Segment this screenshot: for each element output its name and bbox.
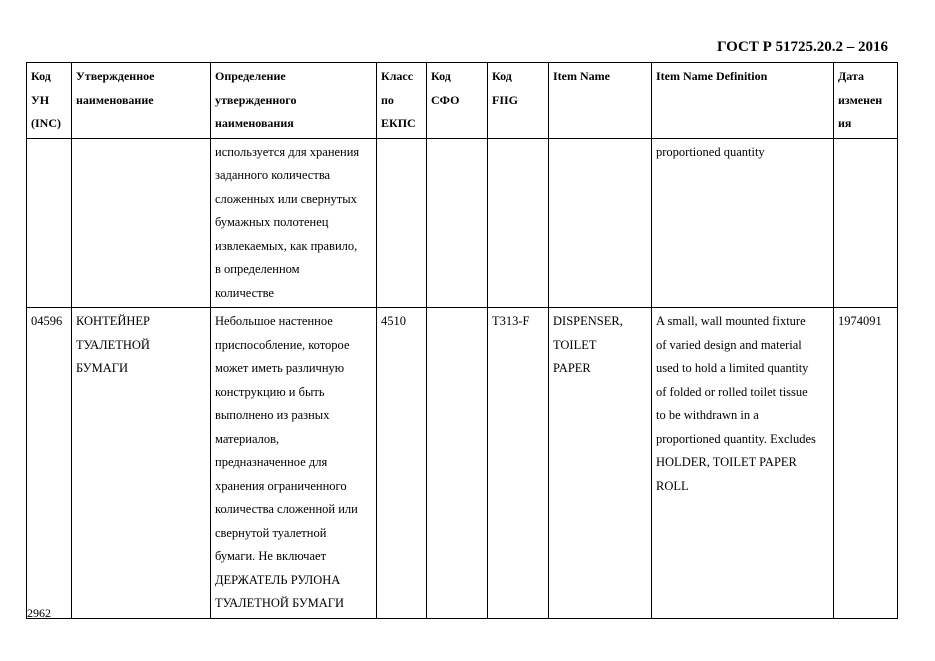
- col-header-item-name: Item Name: [549, 63, 652, 139]
- cell-fiig-code: [488, 138, 549, 308]
- table-row-continuation: [27, 138, 898, 308]
- col-header-change-date: Дата изменен ия: [834, 63, 898, 139]
- col-header-inc: Код УН (INC): [27, 63, 72, 139]
- col-header-sfo-code: Код СФО: [427, 63, 488, 139]
- table-header-row: [27, 63, 898, 139]
- cell-sfo-code: [427, 138, 488, 308]
- cell-inc: [27, 138, 72, 308]
- cell-ekps-class: [377, 138, 427, 308]
- cell-item-name-definition: A small, wall mounted fixture of varied design and material used to hold a limited quantity of folded or rolled toilet tissue to be withdrawn in a proportioned quantity. Excludes HOLDER, TOILET PAPER ROLL: [652, 308, 834, 619]
- cell-item-name: [549, 138, 652, 308]
- cell-item-name-definition: proportioned quantity: [652, 138, 834, 308]
- cell-change-date: 1974091: [834, 308, 898, 619]
- col-header-ekps-class: Класс по ЕКПС: [377, 63, 427, 139]
- document-header: ГОСТ Р 51725.20.2 – 2016: [716, 39, 888, 55]
- cell-definition-ru: используется для хранения заданного количества сложенных или свернутых бумажных полотенец извлекаемых, как правило, в определенном количестве: [211, 138, 377, 308]
- page-number: 2962: [27, 606, 51, 620]
- cell-sfo-code: [427, 308, 488, 619]
- col-header-fiig-code: Код FIIG: [488, 63, 549, 139]
- col-header-item-name-definition: Item Name Definition: [652, 63, 834, 139]
- cell-inc: 04596: [27, 308, 72, 619]
- col-header-definition: Определение утвержденного наименования: [211, 63, 377, 139]
- cell-change-date: [834, 138, 898, 308]
- cell-fiig-code: T313-F: [488, 308, 549, 619]
- cell-item-name: DISPENSER, TOILET PAPER: [549, 308, 652, 619]
- data-table: [26, 62, 898, 619]
- cell-approved-name: [72, 138, 211, 308]
- col-header-approved-name: Утвержденное наименование: [72, 63, 211, 139]
- cell-definition-ru: Небольшое настенное приспособление, которое может иметь различную конструкцию и быть выполнено из разных материалов, предназначенное для хранения ограниченного количества сложенной или свернутой туалетной бумаги. Не включает ДЕРЖАТЕЛЬ РУЛОНА ТУАЛЕТНОЙ БУМАГИ: [211, 308, 377, 619]
- table-row: [27, 308, 898, 619]
- cell-approved-name: КОНТЕЙНЕР ТУАЛЕТНОЙ БУМАГИ: [72, 308, 211, 619]
- cell-ekps-class: 4510: [377, 308, 427, 619]
